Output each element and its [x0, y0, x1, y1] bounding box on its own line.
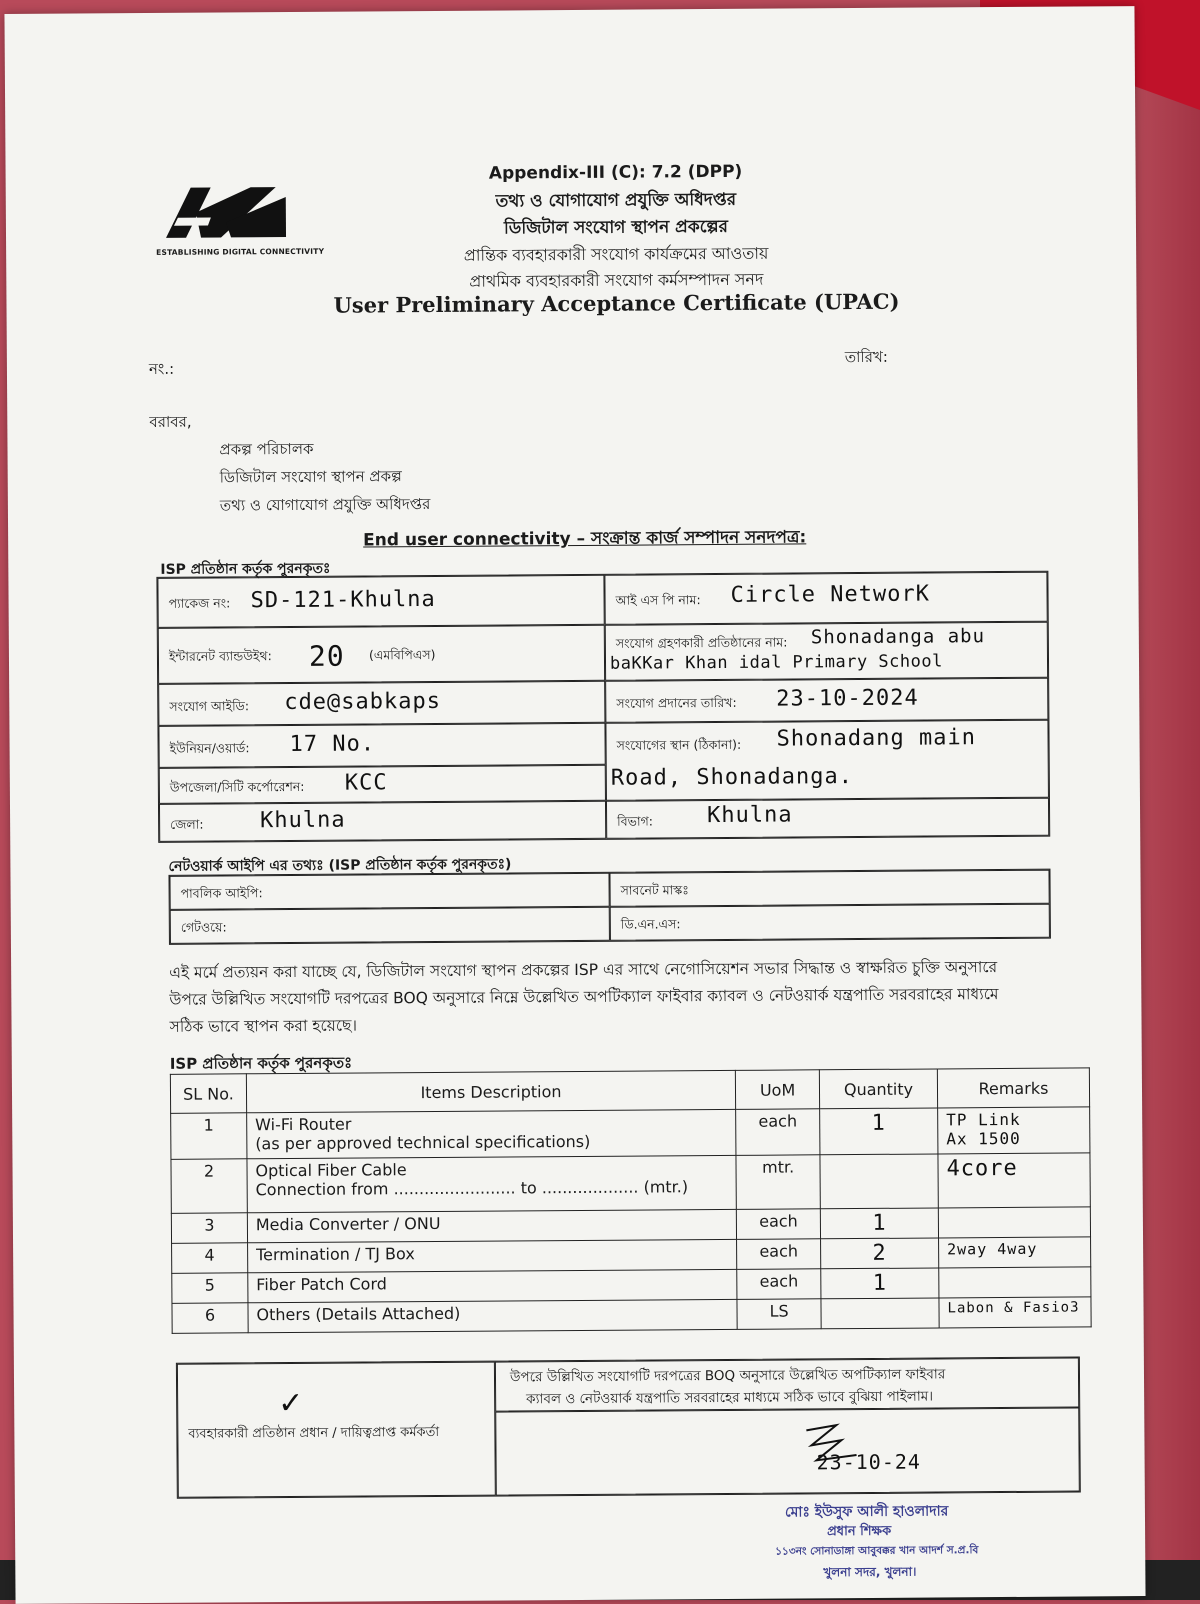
receiver-value-2: baKKar Khan idal Primary School — [609, 651, 943, 674]
gateway-cell — [170, 907, 610, 944]
certificate-paper — [4, 6, 1145, 1604]
row-quantity — [821, 1298, 939, 1329]
division-label: বিভাগ: — [617, 813, 654, 829]
location-cell — [605, 720, 1049, 801]
acceptance-signatory-label: ব্যবহারকারী প্রতিষ্ঠান প্রধান / দায়িত্বপ্রাপ্ত কর্মকর্তা — [188, 1424, 440, 1442]
row-uom: each — [737, 1239, 821, 1270]
items-header-row — [170, 1068, 1089, 1113]
addressee-line-1: প্রকল্প পরিচালক — [219, 439, 314, 459]
row-description — [247, 1155, 737, 1212]
stamp-address: খুলনা সদর, খুলনা। — [823, 1564, 917, 1580]
upazila-value: KCC — [344, 770, 388, 796]
row-quantity: 2 — [821, 1238, 939, 1269]
row-desc-sub: (as per approved technical specifications) — [255, 1131, 591, 1154]
stamp-school: ১১৩নং সোনাডাঙ্গা আবুবক্কর খান আদর্শ স.প্র.বি — [775, 1544, 979, 1558]
addressee-line-3: তথ্য ও যোগাযোগ প্রযুক্তি অধিদপ্তর — [219, 495, 431, 515]
receiver-label: সংযোগ গ্রহণকারী প্রতিষ্ঠানের নাম: — [615, 634, 788, 651]
certificate-subtitle: প্রাথমিক ব্যবহারকারী সংযোগ কর্মসম্পাদন সনদ — [469, 269, 764, 291]
location-label: সংযোগের স্থান (ঠিকানা): — [616, 736, 742, 753]
location-value-2: Road, Shonadanga. — [610, 764, 854, 791]
public-ip-cell — [169, 873, 609, 910]
row-remarks-main: TP Link — [946, 1109, 1021, 1130]
union-cell — [158, 723, 605, 768]
bandwidth-label: ইন্টারনেট ব্যান্ডউইথ: — [168, 648, 272, 664]
row-sl: 4 — [172, 1243, 248, 1274]
district-cell — [159, 801, 606, 842]
certification-line-3: সঠিক ভাবে স্থাপন করা হয়েছে। — [169, 1016, 358, 1036]
addressee-line-2: ডিজিটাল সংযোগ স্থাপন প্রকল্প — [219, 467, 402, 487]
division-value: Khulna — [706, 802, 793, 829]
edc-logo-mark — [156, 177, 296, 248]
district-label: জেলা: — [170, 816, 204, 832]
stamp-designation: প্রধান শিক্ষক — [827, 1523, 892, 1540]
conn-date-label: সংযোগ প্রদানের তারিখ: — [616, 694, 737, 711]
col-header-sl: SL No. — [170, 1074, 246, 1114]
package-label: প্যাকেজ নং: — [168, 595, 231, 611]
check-mark: ✓ — [278, 1385, 304, 1422]
district-value: Khulna — [260, 807, 346, 834]
row-desc-main: Wi-Fi Router — [255, 1114, 352, 1135]
program-name: প্রান্তিক ব্যবহারকারী সংযোগ কার্যক্রমের আওতায় — [463, 243, 769, 265]
conn-id-cell — [158, 681, 605, 726]
row-quantity: 1 — [820, 1108, 938, 1155]
gateway-label: গেটওয়ে: — [180, 919, 227, 935]
items-fill-label: ISP প্রতিষ্ঠান কর্তৃক পুরনকৃতঃ — [169, 1053, 353, 1073]
row-description: Fiber Patch Cord — [248, 1269, 737, 1302]
row-remarks — [939, 1267, 1091, 1298]
row-remarks — [938, 1207, 1090, 1238]
row-description: Others (Details Attached) — [248, 1299, 737, 1332]
conn-id-label: সংযোগ আইডি: — [169, 698, 250, 714]
bandwidth-value: 20 — [308, 639, 345, 673]
row-uom: each — [736, 1209, 820, 1240]
row-quantity — [820, 1154, 938, 1209]
package-cell — [157, 575, 604, 628]
package-value: SD-121-Khulna — [250, 586, 436, 614]
row-description: Media Converter / ONU — [247, 1209, 736, 1242]
date-label: তারিখ: — [844, 347, 889, 367]
acceptance-left-cell — [177, 1362, 496, 1498]
row-sl: 1 — [171, 1113, 247, 1160]
isp-name-label: আই এস পি নাম: — [615, 592, 701, 608]
ref-no-label: নং.: — [148, 359, 175, 378]
items-table — [170, 1067, 1092, 1333]
network-table — [168, 869, 1050, 945]
union-value: 17 No. — [289, 731, 376, 757]
bandwidth-cell — [158, 625, 605, 684]
acceptance-statement-cell — [495, 1357, 1079, 1411]
row-remarks: Labon & Fasio3 — [939, 1297, 1091, 1328]
department-name: তথ্য ও যোগাযোগ প্রযুক্তি অধিদপ্তর — [495, 189, 737, 212]
row-desc-main: Optical Fiber Cable — [255, 1160, 407, 1181]
conn-date-cell — [605, 678, 1048, 723]
subnet-label: সাবনেট মাস্কঃ — [620, 882, 689, 898]
row-sl: 2 — [171, 1159, 247, 1214]
conn-id-value: cde@sabkaps — [284, 688, 442, 716]
row-sl: 3 — [171, 1213, 247, 1244]
row-quantity: 1 — [820, 1208, 938, 1239]
col-header-quantity: Quantity — [819, 1069, 937, 1109]
certification-text — [169, 954, 1070, 1041]
stamp-name: মোঃ ইউসুফ আলী হাওলাদার — [784, 1503, 949, 1521]
row-sl: 5 — [172, 1273, 248, 1304]
appendix-ref: Appendix-III (C): 7.2 (DPP) — [488, 161, 743, 184]
location-value-1: Shonadang main — [776, 725, 977, 752]
addressee-to: বরাবর, — [149, 412, 192, 431]
upazila-cell — [159, 765, 606, 804]
row-quantity: 1 — [821, 1268, 939, 1299]
row-uom: LS — [737, 1299, 821, 1330]
row-uom: each — [736, 1109, 820, 1156]
col-header-uom: UoM — [735, 1070, 819, 1110]
upazila-label: উপজেলা/সিটি কর্পোরেশন: — [169, 778, 305, 795]
bandwidth-unit: (এমবিপিএস) — [368, 646, 436, 663]
row-remarks: 2way 4way — [939, 1237, 1091, 1268]
conn-date-value: 23-10-2024 — [776, 685, 919, 712]
table-row — [172, 1297, 1091, 1333]
acceptance-signature-cell — [495, 1407, 1080, 1495]
public-ip-label: পাবলিক আইপি: — [180, 885, 263, 901]
project-name: ডিজিটাল সংযোগ স্থাপন প্রকল্পের — [503, 216, 729, 239]
isp-name-value: Circle NetworK — [730, 581, 931, 608]
union-label: ইউনিয়ন/ওয়ার্ড: — [169, 740, 250, 756]
row-uom: each — [737, 1269, 821, 1300]
certification-line-2: উপরে উল্লিখিত সংযোগটি দরপত্রের BOQ অনুসারে নিম্নে উল্লেখিত অপটিক্যাল ফাইবার ক্যাবল ও নেটওয়ার্ক যন্ত্রপাতি সরবরাহের মাধ্যমে — [169, 985, 999, 1009]
acceptance-table — [176, 1356, 1081, 1498]
dns-cell — [610, 904, 1050, 941]
acceptance-line-1: উপরে উল্লিখিত সংযোগটি দরপত্রের BOQ অনুসারে উল্লেখিত অপটিক্যাল ফাইবার — [509, 1366, 946, 1386]
division-cell — [606, 798, 1049, 839]
col-header-remarks: Remarks — [937, 1068, 1089, 1108]
table-row — [171, 1153, 1090, 1213]
certification-line-1: এই মর্মে প্রত্যয়ন করা যাচ্ছে যে, ডিজিটাল সংযোগ স্থাপন প্রকল্পের ISP এর সাথে নেগোসিয়েশন সভার সিদ্ধান্ত ও স্বাক্ষরিত চুক্তি অনুসারে — [169, 958, 998, 982]
row-remarks: 4core — [938, 1153, 1090, 1208]
acceptance-line-2: ক্যাবল ও নেটওয়ার্ক যন্ত্রপাতি সরবরাহের মাধ্যমে সঠিক ভাবে বুঝিয়া পাইলাম। — [526, 1388, 934, 1408]
row-remarks — [938, 1107, 1090, 1154]
subnet-cell — [609, 870, 1049, 907]
certificate-title: User Preliminary Acceptance Certificate (UPAC) — [333, 288, 900, 318]
col-header-description: Items Description — [246, 1070, 735, 1112]
row-desc-sub: Connection from ........................ to ................... (mtr.) — [255, 1177, 689, 1200]
row-sl: 6 — [172, 1303, 248, 1334]
receiver-cell — [605, 622, 1048, 681]
dns-label: ডি.এন.এস: — [620, 916, 681, 932]
isp-fill-label: ISP প্রতিষ্ঠান কর্তৃক পুরনকৃতঃ — [160, 560, 331, 578]
logo-tagline: ESTABLISHING DIGITAL CONNECTIVITY — [156, 246, 325, 257]
signature-date: 23-10-24 — [816, 1449, 922, 1475]
isp-name-cell — [604, 572, 1047, 625]
section-title: End user connectivity – সংক্রান্ত কার্জ সম্পাদন সনদপত্র: — [363, 527, 807, 551]
row-description: Termination / TJ Box — [247, 1239, 736, 1272]
row-remarks-sub: Ax 1500 — [946, 1128, 1021, 1149]
edc-logo — [156, 177, 325, 268]
network-title: নেটওয়ার্ক আইপি এর তথ্যঃ (ISP প্রতিষ্ঠান কর্তৃক পুরনকৃতঃ) — [168, 856, 512, 875]
receiver-value-1: Shonadanga abu — [810, 625, 986, 649]
table-row — [171, 1107, 1090, 1159]
row-uom: mtr. — [736, 1155, 820, 1210]
row-description — [247, 1109, 737, 1158]
connection-info-table — [156, 571, 1050, 843]
